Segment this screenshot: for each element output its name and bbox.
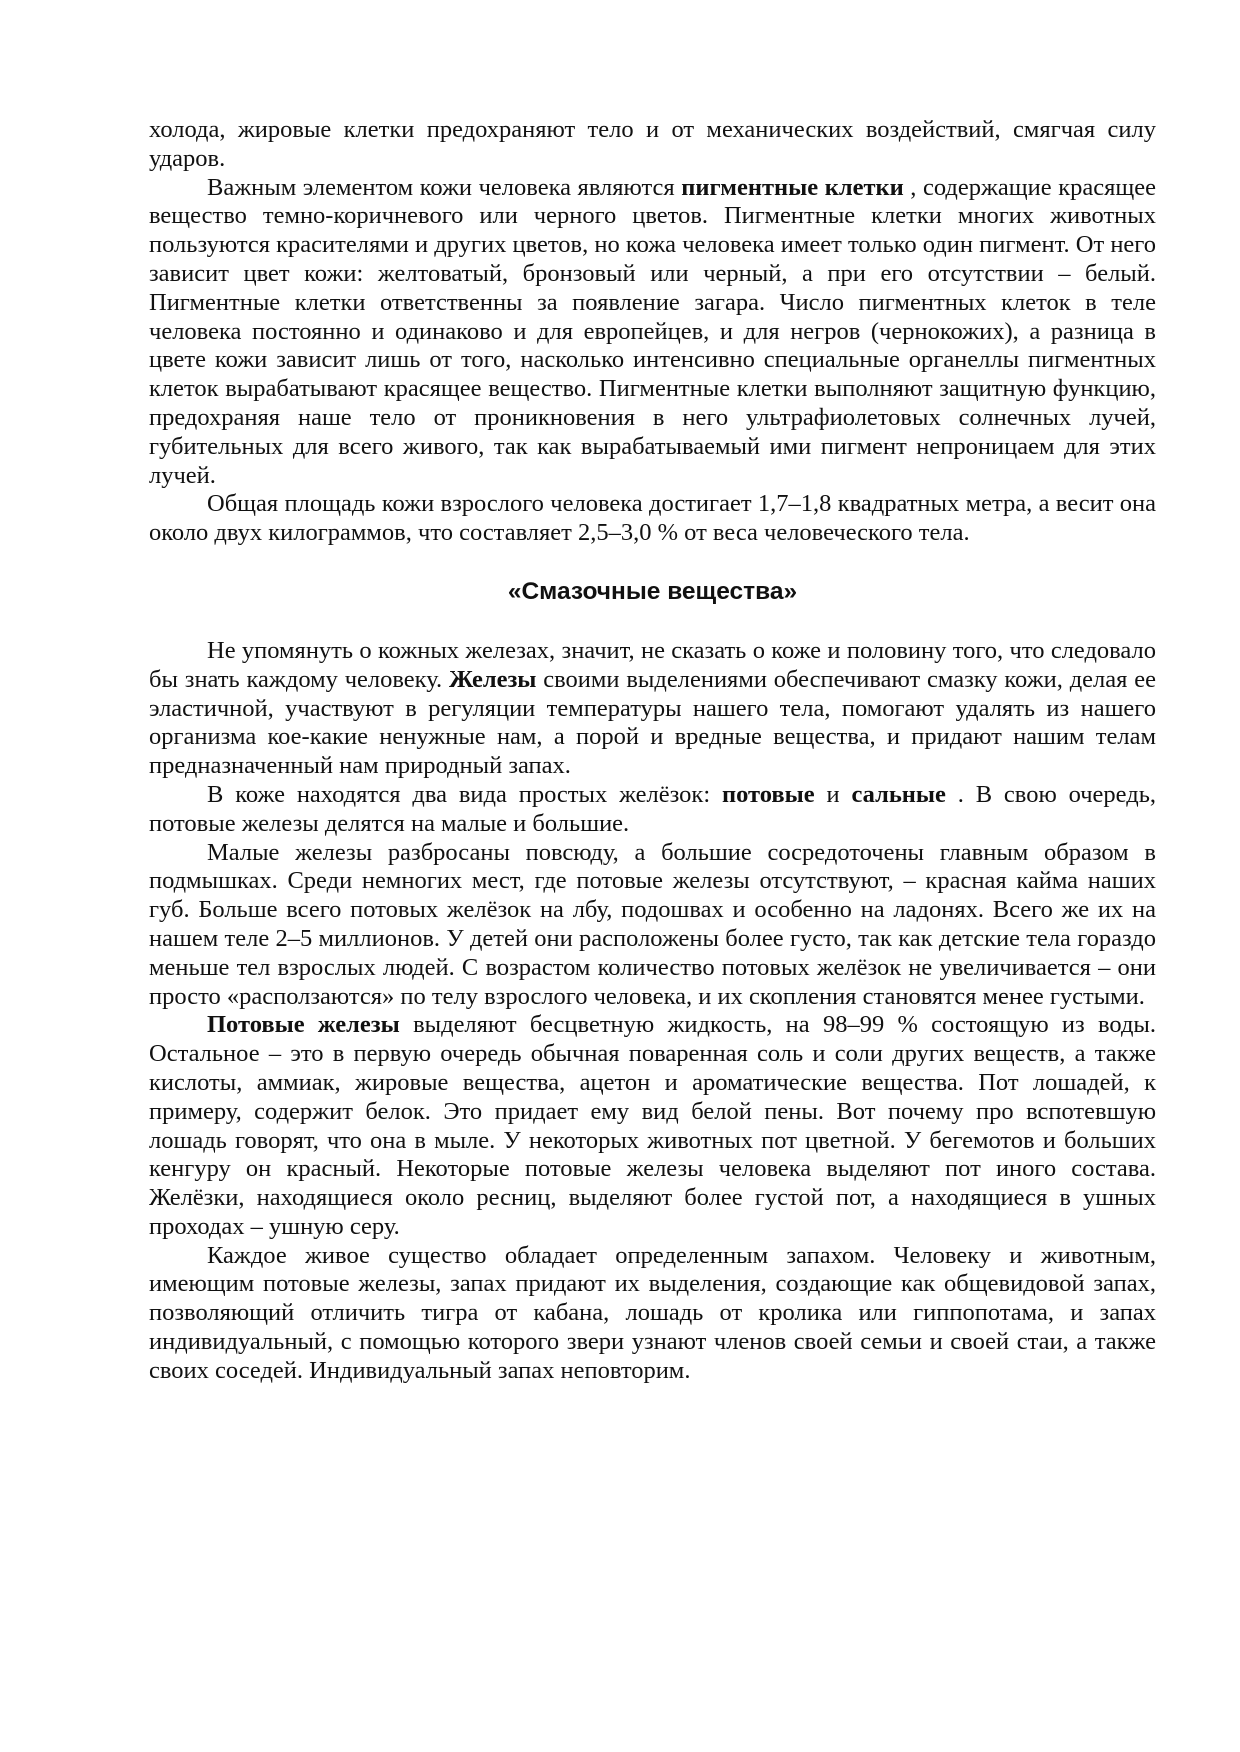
paragraph-text: Каждое живое существо обладает определенным запахом. Человеку и животным, имеющим потовые железы, запах придают их выделения, создающие как общевидовой запах, позволяющий отличить тигра от кабана, лошадь от кролика или гиппопотама, и запах индивидуальный, с помощью которого звери узнают членов своей семьи и своей стаи, а также своих соседей. Индивидуальный запах неповторим. xyxy=(149,1241,1156,1384)
paragraph-pigment-cells xyxy=(149,174,1156,491)
bold-term-glands: Железы xyxy=(448,665,537,693)
paragraph-text: своими выделениями обеспечивают смазку кожи, делая ее эластичной, участвуют в регуляции температуры нашего тела, помогают удалять из нашего организма кое-какие ненужные нам, а порой и вредные вещества, и придают нашим телам предназначенный нам природный запах. xyxy=(149,665,1156,780)
paragraph-text: Малые железы разбросаны повсюду, а большие сосредоточены главным образом в подмышках. Среди немногих мест, где потовые железы отсутствуют, – красная кайма наших губ. Больше всего потовых желёзок на лбу, подошвах и особенно на ладонях. Всего же их на нашем теле 2–5 миллионов. У детей они расположены более густо, так как детские тела гораздо меньше тел взрослых людей. С возрастом количество потовых желёзок не увеличивается – они просто «расползаются» по телу взрослого человека, и их скопления становятся менее густыми. xyxy=(149,838,1156,1010)
paragraph-text: , содержащие красящее вещество темно-коричневого или черного цветов. Пигментные клетки многих животных пользуются красителями и других цветов, но кожа человека имеет только один пигмент. От него зависит цвет кожи: желтоватый, бронзовый или черный, а при его отсутствии – белый. Пигментные клетки ответственны за появление загара. Число пигментных клеток в теле человека постоянно и одинаково и для европейцев, и для негров (чернокожих), а разница в цвете кожи зависит лишь от того, насколько интенсивно специальные органеллы пигментных клеток вырабатывают красящее вещество. Пигментные клетки выполняют защитную функцию, предохраняя наше тело от проникновения в него ультрафиолетовых солнечных лучей, губительных для всего живого, так как вырабатываемый ими пигмент непроницаем для этих лучей. xyxy=(149,173,1156,489)
paragraph-text: холода, жировые клетки предохраняют тело и от механических воздействий, смягчая силу ударов. xyxy=(149,116,1156,172)
paragraph-gland-types xyxy=(149,781,1156,839)
paragraph-text: В коже находятся два вида простых желёзок: xyxy=(207,780,722,808)
paragraph-text: . В свою очередь, потовые железы делятся на малые и большие. xyxy=(149,780,1156,837)
page-content xyxy=(149,116,1156,1386)
paragraph-text: Важным элементом кожи человека являются xyxy=(207,173,682,201)
paragraph-small-large-glands xyxy=(149,839,1156,1012)
paragraph-text: Не упомянуть о кожных железах, значит, не сказать о коже и половину того, что следовало бы знать каждому человеку. xyxy=(149,636,1156,693)
paragraph-text: выделяют бесцветную жидкость, на 98–99 % состоящую из воды. Остальное – это в первую очередь обычная поваренная соль и соли других веществ, а также кислоты, аммиак, жировые вещества, ацетон и ароматические вещества. Пот лошадей, к примеру, содержит белок. Это придает ему вид белой пены. Вот почему про вспотевшую лошадь говорят, что она в мыле. У некоторых животных пот цветной. У бегемотов и больших кенгуру он красный. Некоторые потовые железы человека выделяют пот иного состава. Желёзки, находящиеся около ресниц, выделяют более густой пот, а находящиеся в ушных проходах – ушную серу. xyxy=(149,1011,1156,1240)
paragraph-skin-area xyxy=(149,490,1156,548)
bold-term-pigment-cells: пигментные клетки xyxy=(681,173,904,201)
bold-term-sweat: потовые xyxy=(722,780,815,808)
paragraph-scent xyxy=(149,1242,1156,1386)
paragraph-text: Общая площадь кожи взрослого человека достигает 1,7–1,8 квадратных метра, а весит она около двух килограммов, что составляет 2,5–3,0 % от веса человеческого тела. xyxy=(149,490,1156,547)
paragraph-sweat-composition xyxy=(149,1011,1156,1241)
bold-term-sebaceous: сальные xyxy=(851,780,946,808)
paragraph-fat-cells xyxy=(149,116,1156,174)
bold-term-sweat-glands: Потовые железы xyxy=(207,1011,400,1039)
section-heading: «Смазочные вещества» xyxy=(507,577,798,605)
paragraph-text: и xyxy=(814,780,852,808)
paragraph-glands-intro xyxy=(149,637,1156,781)
